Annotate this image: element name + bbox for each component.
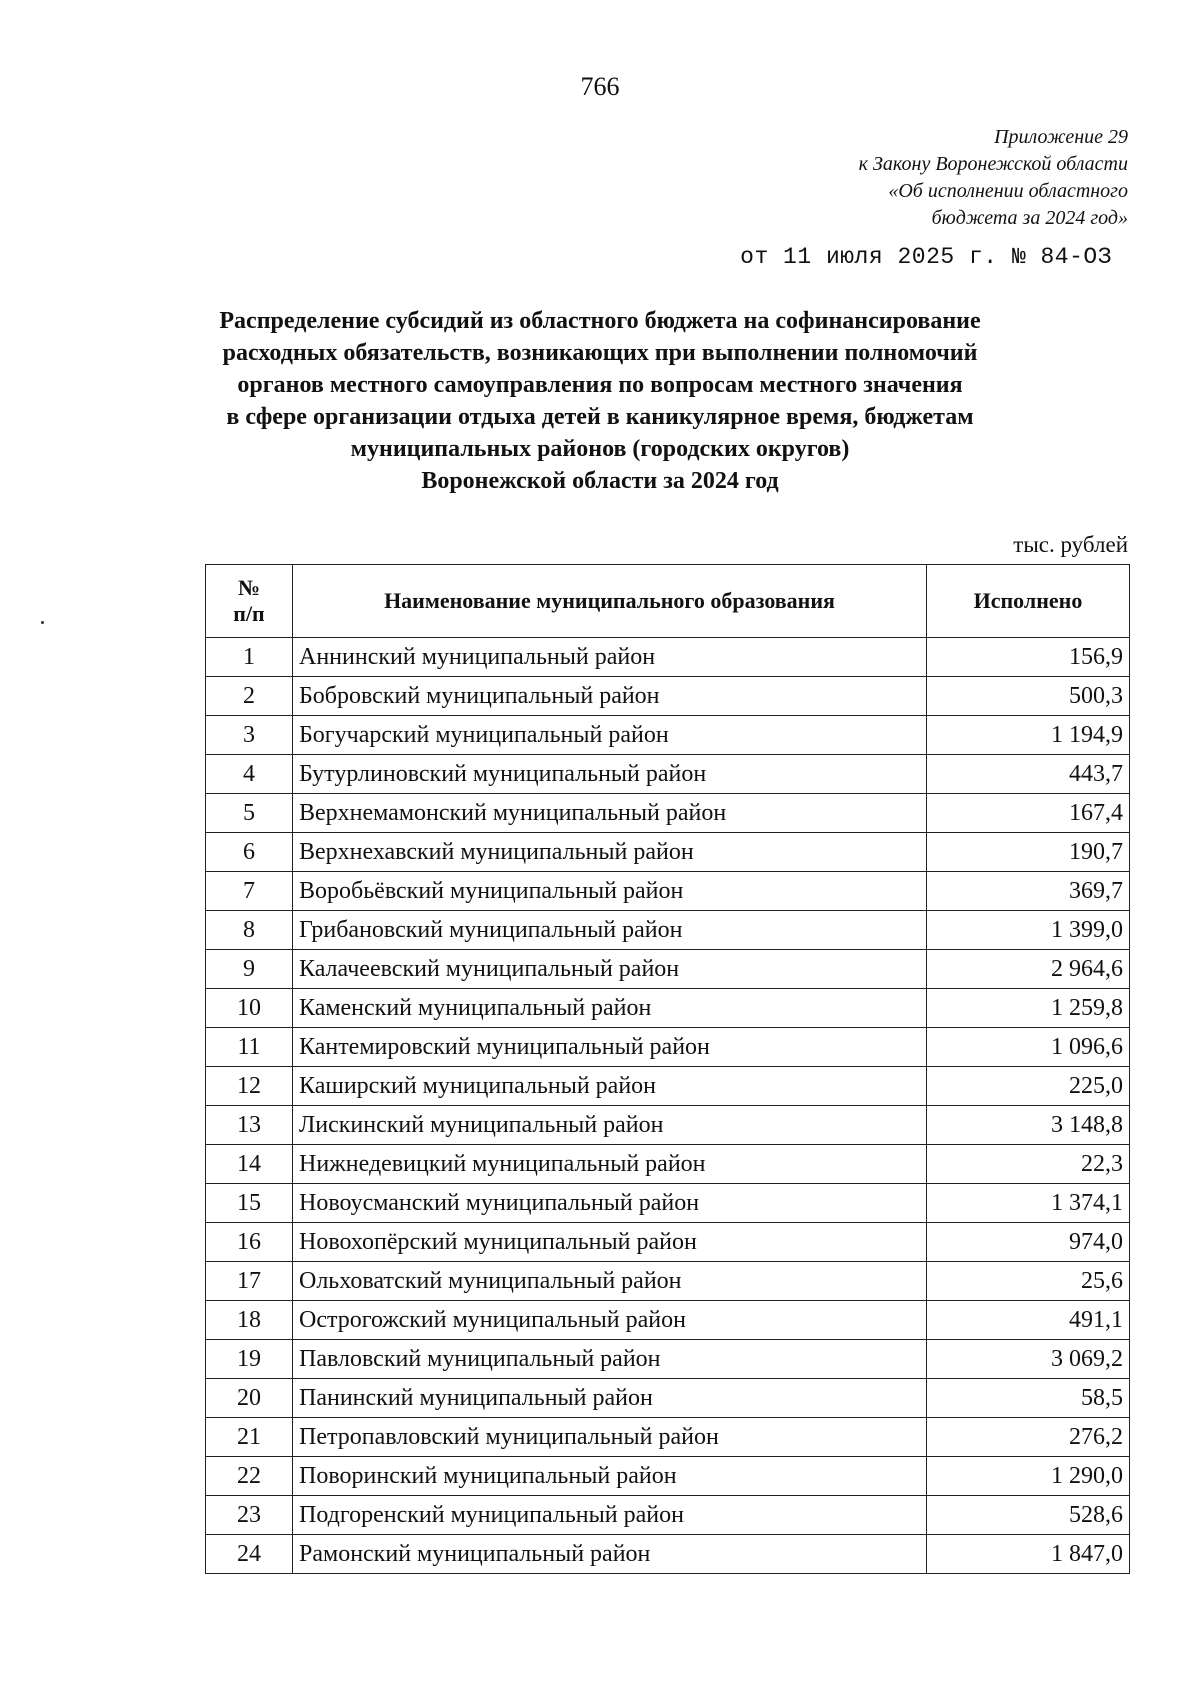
row-municipality-name: Каширский муниципальный район bbox=[293, 1067, 927, 1106]
row-municipality-name: Верхнехавский муниципальный район bbox=[293, 833, 927, 872]
row-number: 23 bbox=[206, 1496, 293, 1535]
table-row bbox=[206, 755, 1130, 794]
title-line: муниципальных районов (городских округов) bbox=[350, 436, 850, 462]
row-executed-value: 190,7 bbox=[927, 833, 1130, 872]
row-number: 17 bbox=[206, 1262, 293, 1301]
row-executed-value: 156,9 bbox=[927, 638, 1130, 677]
table-row bbox=[206, 1418, 1130, 1457]
header-number-symbol: № bbox=[237, 575, 261, 600]
row-municipality-name: Богучарский муниципальный район bbox=[293, 716, 927, 755]
table-row bbox=[206, 911, 1130, 950]
row-executed-value: 528,6 bbox=[927, 1496, 1130, 1535]
row-executed-value: 1 847,0 bbox=[927, 1535, 1130, 1574]
scan-artifact-dot bbox=[41, 621, 44, 624]
row-municipality-name: Новоусманский муниципальный район bbox=[293, 1184, 927, 1223]
row-number: 16 bbox=[206, 1223, 293, 1262]
row-executed-value: 1 096,6 bbox=[927, 1028, 1130, 1067]
table-row bbox=[206, 1535, 1130, 1574]
table-row bbox=[206, 950, 1130, 989]
appendix-line: Приложение 29 bbox=[994, 126, 1128, 148]
row-municipality-name: Панинский муниципальный район bbox=[293, 1379, 927, 1418]
title-line: Распределение субсидий из областного бюджета на софинансирование bbox=[219, 308, 981, 334]
row-executed-value: 225,0 bbox=[927, 1067, 1130, 1106]
table-row bbox=[206, 1457, 1130, 1496]
row-number: 18 bbox=[206, 1301, 293, 1340]
table-row bbox=[206, 716, 1130, 755]
row-executed-value: 443,7 bbox=[927, 755, 1130, 794]
row-municipality-name: Бобровский муниципальный район bbox=[293, 677, 927, 716]
table-row bbox=[206, 872, 1130, 911]
row-executed-value: 167,4 bbox=[927, 794, 1130, 833]
row-number: 8 bbox=[206, 911, 293, 950]
header-value: Исполнено bbox=[927, 565, 1130, 638]
row-number: 12 bbox=[206, 1067, 293, 1106]
table-row bbox=[206, 1106, 1130, 1145]
document-title bbox=[150, 305, 1050, 497]
row-number: 19 bbox=[206, 1340, 293, 1379]
row-municipality-name: Лискинский муниципальный район bbox=[293, 1106, 927, 1145]
row-number: 1 bbox=[206, 638, 293, 677]
row-number: 10 bbox=[206, 989, 293, 1028]
row-number: 11 bbox=[206, 1028, 293, 1067]
row-executed-value: 2 964,6 bbox=[927, 950, 1130, 989]
subsidies-table bbox=[205, 564, 1130, 1574]
row-municipality-name: Аннинский муниципальный район bbox=[293, 638, 927, 677]
row-executed-value: 974,0 bbox=[927, 1223, 1130, 1262]
row-executed-value: 1 194,9 bbox=[927, 716, 1130, 755]
row-executed-value: 3 069,2 bbox=[927, 1340, 1130, 1379]
row-executed-value: 25,6 bbox=[927, 1262, 1130, 1301]
row-number: 2 bbox=[206, 677, 293, 716]
table-row bbox=[206, 1301, 1130, 1340]
table-row bbox=[206, 1262, 1130, 1301]
table-row bbox=[206, 1067, 1130, 1106]
row-municipality-name: Петропавловский муниципальный район bbox=[293, 1418, 927, 1457]
row-executed-value: 500,3 bbox=[927, 677, 1130, 716]
row-municipality-name: Воробьёвский муниципальный район bbox=[293, 872, 927, 911]
table-header-row bbox=[206, 565, 1130, 638]
row-municipality-name: Бутурлиновский муниципальный район bbox=[293, 755, 927, 794]
table-row bbox=[206, 1184, 1130, 1223]
row-number: 4 bbox=[206, 755, 293, 794]
page-number: 766 bbox=[580, 72, 620, 101]
table-row bbox=[206, 638, 1130, 677]
row-municipality-name: Кантемировский муниципальный район bbox=[293, 1028, 927, 1067]
row-executed-value: 1 290,0 bbox=[927, 1457, 1130, 1496]
row-municipality-name: Каменский муниципальный район bbox=[293, 989, 927, 1028]
table-row bbox=[206, 1028, 1130, 1067]
title-line: в сфере организации отдыха детей в каникулярное время, бюджетам bbox=[226, 404, 974, 430]
row-executed-value: 1 374,1 bbox=[927, 1184, 1130, 1223]
header-number bbox=[206, 565, 293, 638]
table-row bbox=[206, 1340, 1130, 1379]
table-row bbox=[206, 1379, 1130, 1418]
row-municipality-name: Подгоренский муниципальный район bbox=[293, 1496, 927, 1535]
table-row bbox=[206, 1145, 1130, 1184]
header-name: Наименование муниципального образования bbox=[293, 565, 927, 638]
row-municipality-name: Острогожский муниципальный район bbox=[293, 1301, 927, 1340]
row-number: 5 bbox=[206, 794, 293, 833]
table-row bbox=[206, 1223, 1130, 1262]
row-number: 7 bbox=[206, 872, 293, 911]
row-number: 24 bbox=[206, 1535, 293, 1574]
row-executed-value: 3 148,8 bbox=[927, 1106, 1130, 1145]
table-row bbox=[206, 989, 1130, 1028]
table-body bbox=[206, 638, 1130, 1574]
row-executed-value: 369,7 bbox=[927, 872, 1130, 911]
row-executed-value: 22,3 bbox=[927, 1145, 1130, 1184]
title-line: органов местного самоуправления по вопросам местного значения bbox=[237, 372, 963, 398]
row-executed-value: 1 259,8 bbox=[927, 989, 1130, 1028]
row-number: 21 bbox=[206, 1418, 293, 1457]
row-number: 9 bbox=[206, 950, 293, 989]
title-line: расходных обязательств, возникающих при выполнении полномочий bbox=[222, 340, 978, 366]
row-municipality-name: Рамонский муниципальный район bbox=[293, 1535, 927, 1574]
row-number: 15 bbox=[206, 1184, 293, 1223]
row-municipality-name: Павловский муниципальный район bbox=[293, 1340, 927, 1379]
law-date-stamp: от 11 июля 2025 г. № 84-ОЗ bbox=[740, 244, 1112, 270]
title-line: Воронежской области за 2024 год bbox=[421, 468, 779, 494]
table-row bbox=[206, 794, 1130, 833]
unit-label: тыс. рублей bbox=[1013, 532, 1128, 557]
row-number: 22 bbox=[206, 1457, 293, 1496]
header-number-abbr: п/п bbox=[233, 601, 265, 626]
row-executed-value: 491,1 bbox=[927, 1301, 1130, 1340]
row-number: 14 bbox=[206, 1145, 293, 1184]
row-number: 13 bbox=[206, 1106, 293, 1145]
row-executed-value: 1 399,0 bbox=[927, 911, 1130, 950]
row-municipality-name: Поворинский муниципальный район bbox=[293, 1457, 927, 1496]
appendix-line: бюджета за 2024 год» bbox=[931, 207, 1128, 229]
appendix-line: к Закону Воронежской области bbox=[858, 153, 1128, 175]
appendix-line: «Об исполнении областного bbox=[888, 180, 1128, 202]
row-number: 6 bbox=[206, 833, 293, 872]
row-executed-value: 276,2 bbox=[927, 1418, 1130, 1457]
row-municipality-name: Новохопёрский муниципальный район bbox=[293, 1223, 927, 1262]
row-executed-value: 58,5 bbox=[927, 1379, 1130, 1418]
row-municipality-name: Грибановский муниципальный район bbox=[293, 911, 927, 950]
table-row bbox=[206, 677, 1130, 716]
row-municipality-name: Верхнемамонский муниципальный район bbox=[293, 794, 927, 833]
row-municipality-name: Ольховатский муниципальный район bbox=[293, 1262, 927, 1301]
table-row bbox=[206, 1496, 1130, 1535]
row-number: 20 bbox=[206, 1379, 293, 1418]
appendix-reference bbox=[859, 124, 1128, 232]
row-municipality-name: Нижнедевицкий муниципальный район bbox=[293, 1145, 927, 1184]
table-row bbox=[206, 833, 1130, 872]
row-municipality-name: Калачеевский муниципальный район bbox=[293, 950, 927, 989]
row-number: 3 bbox=[206, 716, 293, 755]
